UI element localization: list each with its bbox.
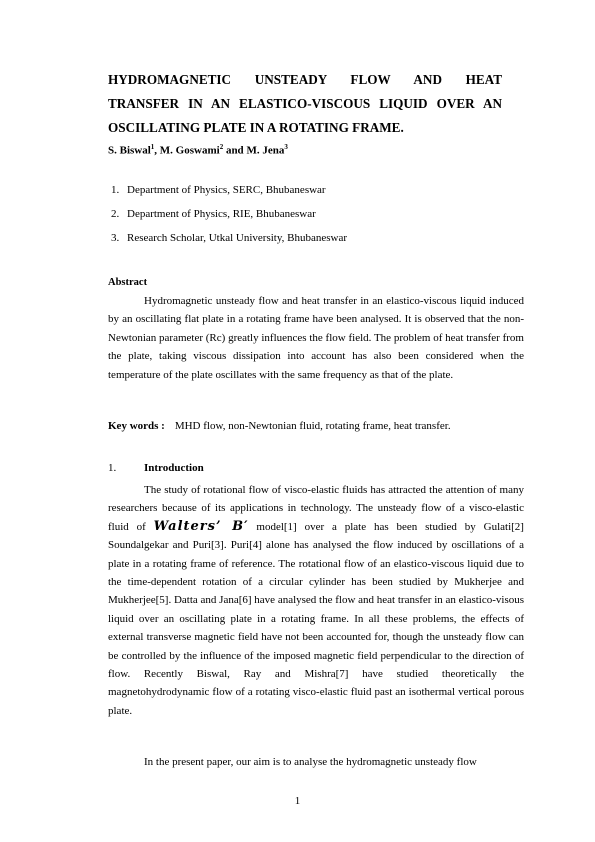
affiliation-item — [111, 231, 347, 255]
affiliation-number: 2. — [111, 208, 120, 220]
affiliation-list — [111, 183, 347, 255]
keywords-text: MHD flow, non-Newtonian fluid, rotating frame, heat transfer. — [174, 420, 451, 432]
author-name: S. Biswal — [108, 144, 151, 157]
abstract-body: Hydromagnetic unsteady flow and heat transfer in an elastico-viscous liquid induced by an oscillating flat plate in a rotating frame have been analysed. It is observed that the non-Newtonian parameter (Rc) greatly influences the flow field. The problem of heat transfer from the plate, taking viscous dissipation into account has also been considered when the temperature of the plate oscillates with the same frequency as that of the plate. — [108, 295, 524, 381]
affiliation-text: Research Scholar, Utkal University, Bhubaneswar — [127, 232, 348, 244]
introduction-paragraph-2: In the present paper, our aim is to analyse the hydromagnetic unsteady flow — [144, 756, 477, 768]
section-heading-introduction — [108, 462, 204, 474]
affiliation-number: 1. — [111, 184, 120, 196]
abstract-heading: Abstract — [108, 277, 148, 288]
paper-title — [108, 68, 502, 140]
introduction-paragraph-1 — [108, 481, 524, 720]
author-affil-mark: 2 — [219, 143, 224, 151]
author-affil-mark: 3 — [284, 143, 288, 151]
author-affil-mark: 1 — [150, 143, 155, 151]
keywords — [108, 420, 451, 432]
page-number: 1 — [294, 795, 301, 807]
section-title: Introduction — [144, 462, 204, 474]
section-number: 1. — [108, 462, 117, 474]
affiliation-number: 3. — [111, 232, 120, 244]
affiliation-text: Department of Physics, SERC, Bhubaneswar — [127, 184, 326, 196]
affiliation-text: Department of Physics, RIE, Bhubaneswar — [127, 208, 316, 220]
author-list — [108, 143, 288, 157]
author-name: M. Jena — [246, 144, 285, 157]
title-line: OSCILLATING PLATE IN A ROTATING FRAME. — [108, 120, 404, 135]
keywords-label: Key words : — [108, 420, 165, 432]
title-line: HYDROMAGNETIC UNSTEADY FLOW AND HEAT — [108, 72, 502, 87]
paragraph-text: The study of rotational flow of visco-elastic fluids has attracted the attention of many researchers because of its applications in technology. The unsteady flow of a visco-elastic fluid of — [108, 484, 524, 533]
model-name: Walters’ B′ — [153, 518, 249, 534]
affiliation-item — [111, 183, 347, 207]
author-separator: , — [154, 144, 160, 157]
author-separator: and — [223, 144, 247, 157]
paragraph-text: model[1] over a plate has been studied by Gulati[2] Soundalgekar and Puri[3]. Puri[4] alone has analysed the flow induced by oscillations of a plate in a rotating frame of reference. The rotational flow of an elastico-viscous liquid due to the time-dependent rotation of a circular cylinder has been studied by Mukherjee and Mukherjee[5]. Datta and Jana[6] have analysed the flow and heat transfer in an elastico-visous liquid over an oscillating plate in a rotating frame. In all these problems, the effects of external transverse magnetic field have not been accounted for, though the unsteady flow can be controlled by the influence of the imposed magnetic field perpendicular to the direction of flow. Recently Biswal, Ray and Mishra[7] have studied theoretically the magnetohydrodynamic flow of a rotating visco-elastic fluid past an isothermal vertical porous plate. — [108, 520, 525, 717]
author-name: M. Goswami — [159, 144, 220, 157]
affiliation-item — [111, 207, 347, 231]
title-line: TRANSFER IN AN ELASTICO-VISCOUS LIQUID OVER AN — [108, 96, 502, 111]
